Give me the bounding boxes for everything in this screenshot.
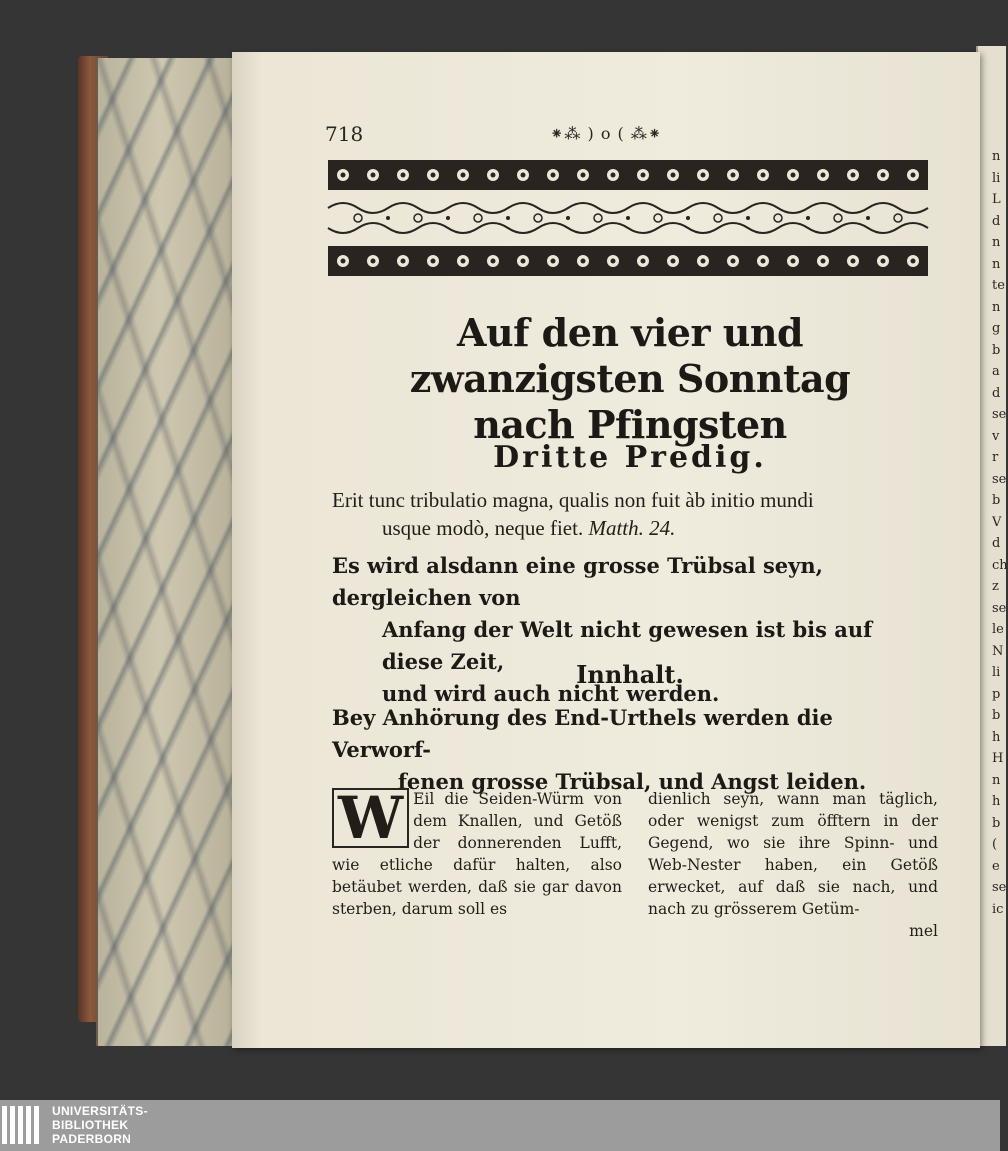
title-line-1: Auf den vier und zwanzigsten Sonntag xyxy=(409,310,851,401)
body-column-left xyxy=(332,784,622,920)
summary-line-1: Bey Anhörung des End-Urthels werden die Verworf- xyxy=(332,705,833,762)
latin-line-2-wrap xyxy=(332,514,932,542)
section-heading: Innhalt. xyxy=(576,660,684,689)
german-line-1: Es wird alsdann eine grosse Trübsal seyn, dergleichen von xyxy=(332,553,823,610)
library-footer xyxy=(0,1100,1000,1151)
next-page-fragment-text: n li L d n n te n g b a d se v r se b V d ch z se le N li p b h H n h b ( e se ic xyxy=(992,149,1008,917)
summary-text xyxy=(332,702,932,798)
german-line-2: Anfang der Welt nicht gewesen ist bis auf diese Zeit, xyxy=(382,617,873,674)
catchword: mel xyxy=(909,922,938,940)
latin-reference: Matth. 24. xyxy=(588,516,676,540)
header-ornament: ⁕⁂ ) o ( ⁂⁕ xyxy=(550,124,663,143)
library-name xyxy=(52,1104,148,1146)
ornament-band-top xyxy=(328,160,928,190)
sermon-subtitle: Dritte Predig. xyxy=(493,440,767,475)
body-right-text: dienlich seyn, wann man täglich, oder wenigst zum öfftern in der Gegend, wo sie ihre Spinn- und Web-Nester haben, ein Getöß erwecket, auf daß sie nach, und nach zu grösserem Getüm- xyxy=(648,790,938,918)
library-logo-icon xyxy=(0,1104,44,1146)
next-page-edge xyxy=(976,46,1006,1046)
latin-line-2: usque modò, neque fiet. xyxy=(382,516,584,540)
sermon-title xyxy=(328,310,932,448)
ornament-band-middle xyxy=(328,194,928,242)
marbled-fore-edge xyxy=(96,58,236,1046)
library-name-line-3: PADERBORN xyxy=(52,1132,132,1146)
summary-line-2: fenen grosse Trübsal, und Angst leiden. xyxy=(397,769,867,794)
drop-cap: W xyxy=(332,788,409,848)
ornament-band-bottom xyxy=(328,246,928,276)
latin-verse xyxy=(332,486,932,542)
library-name-line-1: UNIVERSITÄTS- xyxy=(52,1104,148,1118)
german-line-3: und wird auch nicht werden. xyxy=(382,681,720,706)
latin-line-1: Erit tunc tribulatio magna, qualis non fuit àb initio mundi xyxy=(332,488,814,512)
title-line-2: nach Pfingsten xyxy=(473,402,787,447)
body-left-text: Eil die Seiden-Würm von dem Knallen, und Getöß der donnerenden Lufft, wie etliche dafür halten, also betäubet werden, daß sie gar davon sterben, darum soll es xyxy=(332,790,622,918)
book-page xyxy=(232,52,980,1048)
page-number: 718 xyxy=(325,122,364,146)
library-name-line-2: BIBLIOTHEK xyxy=(52,1118,129,1132)
body-column-right xyxy=(648,788,938,942)
